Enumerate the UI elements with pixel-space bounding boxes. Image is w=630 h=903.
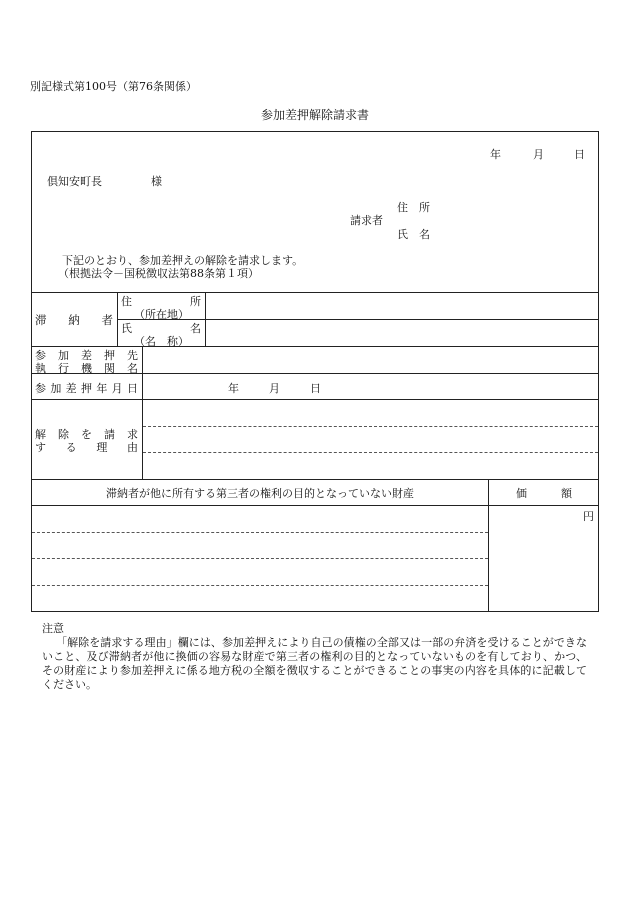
attach-date-day: 日	[310, 382, 321, 395]
yen-unit: 円	[583, 510, 594, 523]
exec-agency-label-1: 参 加 差 押 先	[35, 349, 138, 362]
col-left-labels	[142, 346, 143, 479]
property-dash-1	[32, 532, 488, 533]
attach-date-label: 参 加 差 押 年 月 日	[35, 382, 138, 395]
frame-top	[31, 131, 599, 132]
reason-dash-2	[143, 452, 598, 453]
frame-right	[598, 131, 599, 612]
requester-name-label: 氏 名	[397, 228, 430, 241]
addressee-honorific: 様	[151, 175, 162, 188]
notes-section	[42, 622, 587, 692]
legal-basis: （根拠法令－国税徴収法第88条第１項）	[58, 267, 259, 280]
requester-address-label: 住 所	[397, 201, 430, 214]
form-title: 参加差押解除請求書	[260, 108, 369, 122]
date-month: 月	[533, 148, 544, 161]
requester-label: 請求者	[350, 214, 383, 227]
reason-label-2: す る 理 由	[35, 441, 138, 454]
addressee-name: 倶知安町長	[47, 175, 102, 188]
request-statement: 下記のとおり、参加差押えの解除を請求します。	[62, 254, 304, 267]
address-sublabel: （所在地）	[134, 308, 189, 321]
frame-bottom	[31, 611, 599, 612]
address-label: 住 所	[121, 295, 201, 308]
name-label: 氏 名	[121, 322, 201, 335]
col-delinquent-label	[117, 292, 118, 346]
rule-property-header-bottom	[31, 505, 599, 506]
rule-date-bottom	[31, 399, 599, 400]
reason-dash-1	[143, 426, 598, 427]
attach-date-month: 月	[269, 382, 280, 395]
notes-body: 「解除を請求する理由」欄には、参加差押えにより自己の債権の全部又は一部の弁済を受けることができないこと、及び滞納者が他に換価の容易な財産で第三者の権利の目的となっていないものを有しており、かつ、その財産により参加差押えに係る地方税の全額を徴収することができることの事実の内容を具体的に記載してください。	[42, 636, 587, 691]
property-header: 滞納者が他に所有する第三者の権利の目的となっていない財産	[106, 487, 414, 500]
date-year: 年	[490, 148, 501, 161]
frame-left	[31, 131, 32, 612]
date-day: 日	[574, 148, 585, 161]
property-dash-2	[32, 558, 488, 559]
property-dash-3	[32, 585, 488, 586]
attach-date-year: 年	[228, 382, 239, 395]
value-header: 価 額	[516, 487, 572, 500]
delinquent-label: 滞 納 者	[35, 313, 113, 327]
form-reference: 別記様式第100号（第76条関係）	[30, 80, 197, 93]
col-delinquent-sublabel	[205, 292, 206, 346]
exec-agency-label-2: 執 行 機 関 名	[35, 362, 138, 375]
reason-label-1: 解 除 を 請 求	[35, 428, 138, 441]
col-value	[488, 479, 489, 611]
rule-reason-bottom	[31, 479, 599, 480]
notes-heading: 注意	[42, 622, 64, 635]
name-sublabel: （名 称）	[134, 335, 189, 348]
